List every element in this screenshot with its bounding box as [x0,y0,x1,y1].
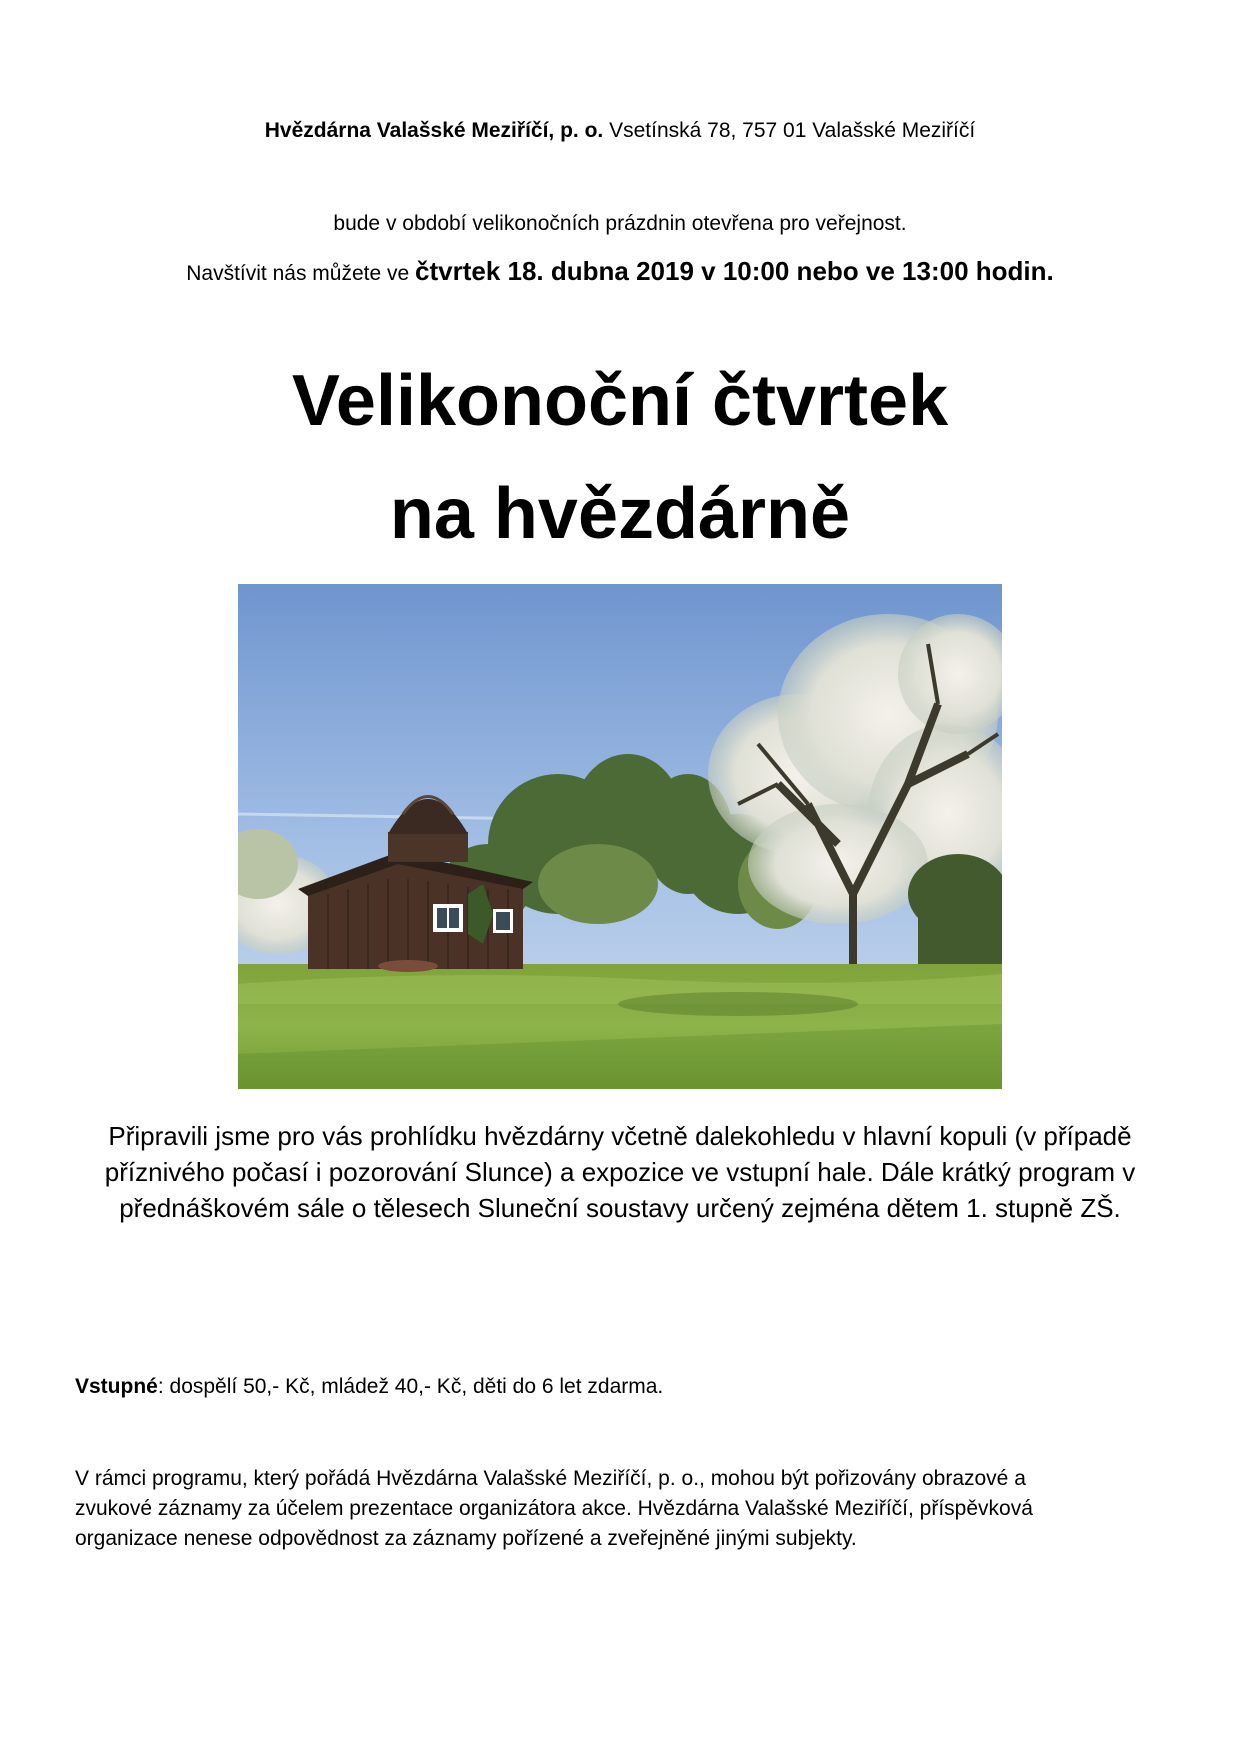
disclaimer-line-1: V rámci programu, který pořádá Hvězdárna Valašské Meziříčí, p. o., mohou být pořizovány obrazové a [75,1467,1026,1490]
disclaimer-line-2: zvukové záznamy za účelem prezentace organizátora akce. Hvězdárna Valašské Meziříčí, příspěvková [75,1497,1033,1520]
disclaimer-line-3: organizace nenese odpovědnost za záznamy pořízené a zveřejněné jinými subjekty. [75,1527,857,1550]
observatory-photo [238,584,1002,1089]
intro-text: bude v období velikonočních prázdnin otevřena pro veřejnost. [333,212,907,235]
header-line [0,119,1240,143]
program-description: Připravili jsme pro vás prohlídku hvězdárny včetně dalekohledu v hlavní kopuli (v případě příznivého počasí i pozorování Slunce) a expozice ve vstupní hale. Dále krátký program v přednáškovém sále o tělesech Sluneční soustavy určený zejména dětem 1. stupně ZŠ. [104,1121,1136,1223]
org-name: Hvězdárna Valašské Meziříčí, p. o. [264,119,604,142]
visit-prefix: Navštívit nás můžete ve [186,262,416,285]
recording-disclaimer [75,1464,1175,1554]
admission-label: Vstupné [75,1375,158,1398]
poster-title-line-1: Velikonoční čtvrtek [291,361,949,441]
visit-date: čtvrtek 18. dubna 2019 v 10:00 nebo ve 13:00 hodin. [415,256,1054,286]
admission-prices: : dospělí 50,- Kč, mládež 40,- Kč, děti do 6 let zdarma. [157,1375,664,1398]
poster-title-line-2: na hvězdárně [389,474,851,554]
admission-info [75,1375,663,1399]
org-address: Vsetínská 78, 757 01 Valašské Meziříčí [609,119,976,142]
visit-line [0,256,1240,287]
